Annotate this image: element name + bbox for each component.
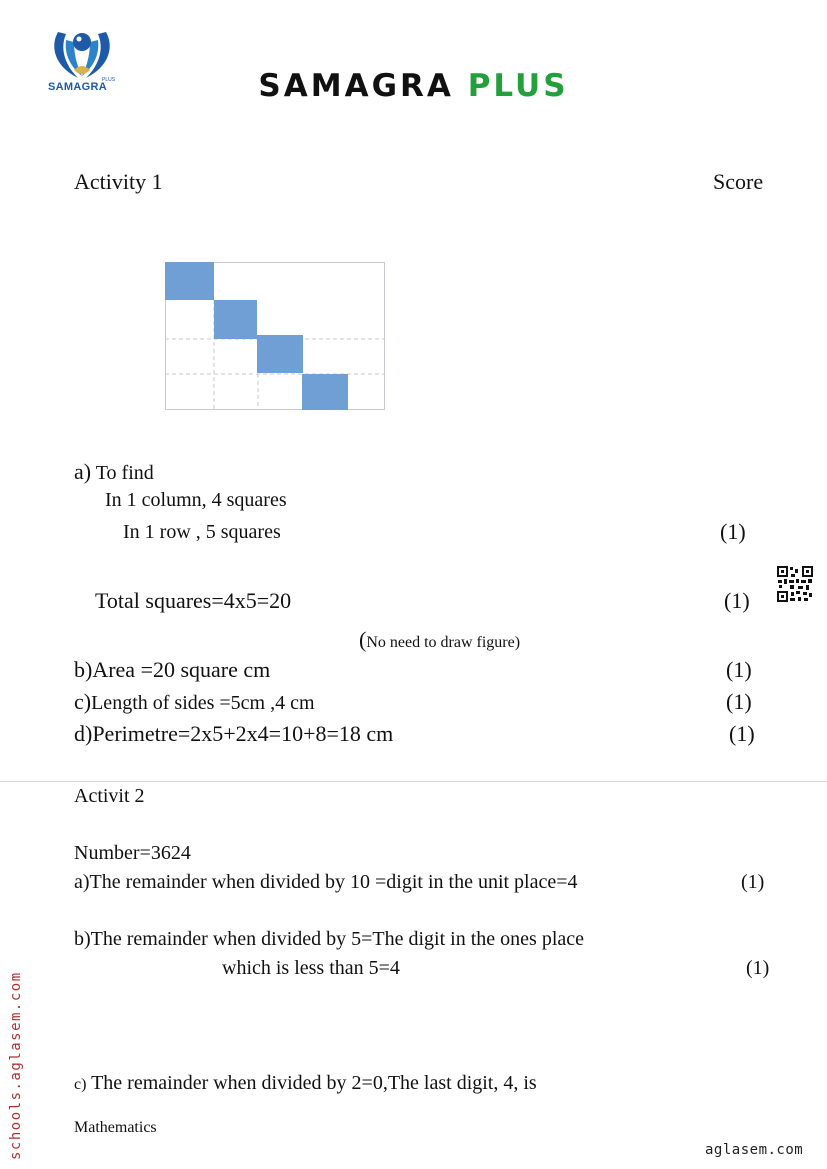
activity1-heading: Activity 1 <box>74 169 163 194</box>
watermark-right: aglasem.com <box>705 1142 804 1158</box>
activity2-part-b-mark: (1) <box>746 957 770 979</box>
number-line: Number=3624 <box>74 842 191 864</box>
part-a-mark: (1) <box>720 519 746 544</box>
activity2-part-a-mark: (1) <box>741 871 765 893</box>
score-label: Score <box>713 169 764 194</box>
activity2-part-c-marker: c) <box>74 1076 87 1093</box>
shaded-square <box>214 300 257 339</box>
activity2-part-b-line2: which is less than 5=4 <box>222 957 400 979</box>
activity2-part-a: a)The remainder when divided by 10 =digit in the unit place=4 <box>74 871 578 893</box>
part-a-marker: a) <box>74 459 92 484</box>
qr-code-icon <box>776 565 814 603</box>
part-c-text: Length of sides =5cm ,4 cm <box>91 692 315 714</box>
total-mark: (1) <box>724 588 750 613</box>
activity2-heading: Activit 2 <box>74 785 145 807</box>
note-text: No need to draw figure) <box>366 634 521 651</box>
total-squares: Total squares=4x5=20 <box>95 588 292 613</box>
title-main: SAMAGRA <box>258 68 454 104</box>
activity2-part-c-text: The remainder when divided by 2=0,The last digit, 4, is <box>86 1072 537 1094</box>
footer-subject: Mathematics <box>74 1119 157 1136</box>
figure-note <box>359 627 520 653</box>
section-divider <box>0 781 827 782</box>
activity2-part-c <box>74 1072 537 1095</box>
part-d-perimeter: d)Perimetre=2x5+2x4=10+8=18 cm <box>74 721 394 746</box>
page-title <box>0 68 827 104</box>
activity2-part-b-line1: b)The remainder when divided by 5=The digit in the ones place <box>74 928 585 950</box>
part-a-heading <box>74 459 154 485</box>
part-b-area: b)Area =20 square cm <box>74 657 271 682</box>
logo-label: SAMAGRA <box>48 81 107 93</box>
note-paren: ( <box>359 627 367 652</box>
part-c-mark: (1) <box>726 689 752 714</box>
shaded-square <box>257 335 303 373</box>
watermark-left: schools.aglasem.com <box>8 971 24 1160</box>
part-d-mark: (1) <box>729 721 755 746</box>
part-c-marker: c) <box>74 689 92 714</box>
area-figure <box>165 262 385 410</box>
shaded-square <box>302 374 348 410</box>
part-a-line2: In 1 row , 5 squares <box>123 521 281 543</box>
part-a-line1: In 1 column, 4 squares <box>105 489 287 511</box>
part-b-mark: (1) <box>726 657 752 682</box>
part-c-sides <box>74 689 315 715</box>
part-a-text: To find <box>91 462 154 484</box>
logo-small-label: PLUS <box>102 77 116 83</box>
title-accent: PLUS <box>467 68 569 104</box>
shaded-square <box>165 262 214 300</box>
